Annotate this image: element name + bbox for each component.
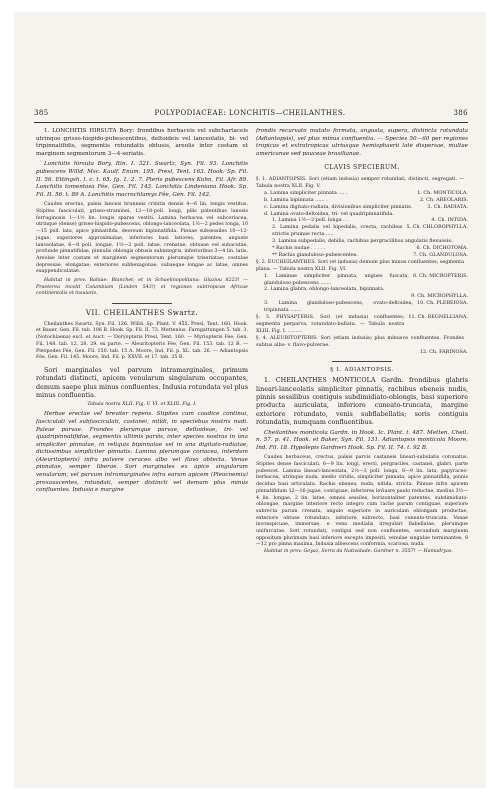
key-row [256, 335, 468, 349]
species-detail-right: Caudex herbaceus, crectus, paleis parvis castaneis lineari-subulatis coronatus. Stipites dense fasciculati, 6—9 lin. longi, erecti, pergraciles, castanei, glabri, parte pubescet. Lamina lineari-lanceolata, 2½—3 poll. longa, 8—9 lin. lata, papyraceo-herbacea, utrinque nuda, medio viridis, simpliciter pinnata, apice pinnatifida, pinnis decidua basi articulata. Rachis ebenea, nuda, nitida, stricta. Pinnae infra apicem pinnatifidum 12—16-jugae, contiguae, inferiores leviusre paulo reductae, medius 3½—4 lin. longae, 2 lin. latae, omnes sessiles, horizontaliter patentes, subdimidiato-oblongae, margine interiore recto integro cum rache parum contiguae, superiore subrecta parum crenata, angulo superiore in auriculam oblongam productae, exteriore obtuse rotundato, inferiore subrecto, basi cuneato-truncata. Venae inconspicuae, immersae, e vena medialis irregulari flabellatae, plerumque unifurcatae. Sori rotundati, contigui sed non confluentes, secundum marginem oppositum plurimum basi inferiore excepto impositi, venulae singulae terminantes, 8—12 pro pinna maxima. Indusia albescens conformia, scariosa, nuda. [256, 455, 468, 548]
key-row [256, 204, 468, 211]
key-text: d. Lamina ovato-deltoidea, tri- vel quadripinnatifida. [264, 210, 394, 217]
key-species: 3. Ch. RADIATA. [427, 203, 468, 210]
key-species [464, 259, 468, 273]
key-text: §. 3. PHYSAPTERIS. Sori (et indusia) confluentes; segmenta perparva, rotundato-bullata. — Tabula nostra XLIII. Fig. I. ......... [256, 314, 405, 334]
section-heading: § 1. ADIANTOPSIS. [330, 366, 394, 373]
genus-diagnosis: Sori marginales vel parvum intramarginales, primum rotundati distincti, apicem venularum singularum occupantes, demum saepe plus minus confluentes. Indusia rotundata vel plus minus confluentia. [36, 366, 248, 400]
genus-description: Herbae erectae vel breviter repens. Stipites cum caudice continui, fasciculati vel subfasciculati, castanei, nitidi, in speciebus nostris nudi. Paleae parvae. Frondes plerumque parvae, deltoideae, tri- vel quadripinnatifidae, segmentis ultimis parvis, inter species nostras in una simpliciter pinnatae, in reliquis bipinnatae vel in una digitato-radiatae, dictissimbus simpliciter pinnatis. Lamina plerumque coriacea, interdum (Aleuritopteris) infra pulvere ceraceo albo vel flavo obtecta. Venae pinnatae, semper liberae. Sori marginales ex apice singularum venularum, vel parvum intramarginales infra earum apicem (Pleocnemia) proxauscentes, rotundati, semper distincti vel demum plus minus confluentes. Indusia e margine [36, 411, 248, 494]
key-text: c. Lamina digitato-radiata, divisionibus simpliciter pinnatis. [264, 203, 413, 210]
key-text: ** Rachis glanduloso-pubescentes. [272, 251, 358, 258]
key-row [256, 197, 468, 204]
key-text: 1. Lamina 1½—2 poll. longa . . [272, 217, 348, 224]
key-text: §. 4. ALEURITOPTERIS. Sori (etiam indusia) plus minusve confluentes. Frondes subtus albo- v. flavo-pulverae. [256, 334, 464, 348]
page-header [14, 109, 486, 121]
key-row [256, 349, 468, 356]
species-diagnosis: 1. CHEILANTHES MONTICOLA Gardn. frondibus glabris lineari-lanceolatis simpliciter pinnatis, rachibus ebeneis nudis, pinnis sessilibus contiguis subdimidiato-oblongis, basi superiore producta auriculata, inferiore cuneato-truncata, margine exteriore rotundato, venis subflabellatis; soris contiguis rotundatis, numquam confluentibus. [256, 376, 468, 427]
key-species: 4. Ch. INTIDA. [431, 217, 468, 224]
page-number-left: 385 [34, 109, 49, 117]
key-row [256, 238, 468, 245]
key-row [256, 176, 468, 190]
key-row [256, 252, 468, 259]
genus-synonymy: Cheilanthes Swartz, Syn. Fil. 126. Willd. Sp. Plant. V. 455. Presl, Tent. 160. Hook. et Bauer, Gen. Fil. tab. 106 B. Hook. Sp. Fil. II. 73. Mettenius. Farngattungen 5. tab. 3. (Notochlaena) excl. et Auct. — Doryopteris Presl, Tent. 160. — Myriopteris Fée, Gen. Fil. 148. tab. 12. 28. 29. ex parte. — Aleuritopteris Fée, Gen. Fil. 153. tab. 12 B. — Pleopodes Fée, Gen. Fil. 150. tab. 15 A. Moore, Ind. Fil. p. XL. tab. 26. — Adiantopsis Fée, Gen. Fil. 145. Moore, Ind. Fil. p. XXVII. et 17. tab. 25 B. [36, 321, 248, 361]
key-species: 12. Ch. FARINOSA. [419, 348, 468, 355]
key-row [256, 217, 468, 224]
key-text: a. Lamina simpliciter pinnata .... . [264, 189, 348, 196]
habitat-note: Habitat in prov. Bahiae: Blanchet; et in Schaelinopolitana: Glaziou 8223! — Praeterea incolit Columbiam (Linden 543!) et regiones subtropicas Africae continentalis et insularis. [36, 278, 248, 297]
species-synonymy: Cheilanthes monticola Gardn. in Hook. Ic. Plant. t. 487. Metten. Cheil. n. 57. p. 41. Hook. et Baker, Syn. Fil. 131. Adiantopsis monticola Moore, Ind. Fil. 18. Hypolepis Gardneri Hook. Sp. Fil. II. 74. t. 92 B. [256, 429, 468, 451]
synonymy: Lonchitis hirsuta Bory, Itin. I. 321. Swartz, Syn. Fil. 93. Lonchitis pubescens Willd. Msc. Kaulf. Enum. 195. Presl, Tent. 163. Hook. Sp. Fil. II. 56. Ettingsh. l. c. t. 65. fg. 1. 2. 7. Pteris pubescens Kuhn, Fil. Afr. 89. Lonchitis tomentosa Fée, Gen. Fil. 143. Lonchitis Lindeniana Hook. Sp. Fil. II. 56. t. 89 A. Lonchitis macrochlamys Fée, Gen. Fil. 142. [36, 161, 248, 198]
running-title: POLYPODIACEAE: LONCHITIS—CHEILANTHES. [154, 109, 346, 117]
key-row [256, 286, 468, 293]
key-text: §. 1. ADIANTOPSIS. Sori (etiam indusia) semper rotundati, distincti, segregati. — Tabula nostra XLII. Fig. V. [256, 175, 464, 189]
page-number-right: 386 [453, 109, 468, 117]
key-species [464, 286, 468, 293]
key-text: §. 2. EUCHEILANTHES. Sori (et indusia) demum plus minus confluentes; segmenta plana. — Tabula nostra XLII. Fig. VI. [256, 258, 464, 272]
key-row [256, 245, 468, 252]
genus-heading: VII. CHEILANTHES Swartz. [85, 309, 199, 318]
key-heading: CLAVIS SPECIERUM. [324, 164, 400, 172]
key-species: 10. Ch. PLEBEIOSA. [417, 300, 468, 307]
habitat-note-right: Habitat in prov. Goyaz, Serra da Natividade: Gardner n. 3557! — Hamadryas. [264, 549, 453, 555]
book-page [14, 12, 486, 788]
header-rule [34, 122, 468, 123]
plate-reference: Tabula nostra XLII. Fig. V. VI. et XLIII. Fig. I. [87, 401, 197, 407]
key-text: 1. Laminae simpliciter pinnata, ungues fuscata, glanduloso-pubescens ....... [264, 272, 409, 286]
species-detail: Caudex erectus, paleis lanceis brunneis crinitis densis 4—6 lin. longis vestitus. Stipites fasciculati, griseo-straminei, 12—18-poll. longi, pilis patentibus lanosis ferruginosis 1—1½ lin. longis sparse vestiti. Lamina herbacea vel subcoriacea, utrinque (dense) griseo-hispido-pubescens, oblongo-lanceolata, 1½—2 pedes longa, 10—15 poll. lata, apice pinnatifida, deorsum bipinnatifida. Pinnae subsessiles 10—12-jugae, superiores approximatae, inferiores basi latiores, patentes, anguste lanceolatae, 6—8 poll. longae, 1½—2 poll. latae, crenatae, obtusae vel subacutae, profunde pinnatifidae, pinnulis oblongis obtusis subintegris, inferioribus 3—4 lin. latis. Areolae inter costam et marginem segmentorum plerumque triseriatae; costulae depressae, elongatae; exteriores subhexagonae, subaeque longae ac latae, omnes exappendiculatae. [36, 202, 248, 275]
key-species: 7. Ch. GLANDULOSA. [413, 251, 468, 258]
key-species: 8. Ch. MICROPTERIS. [412, 272, 468, 279]
species-key [256, 176, 468, 356]
genus-description-cont: frondis recurvato mutato formata, angusta, supera, distincta rotundata (Adiantopsis), vel plus minus confluentia. — Species 50—60 per regiones tropicas et extratropicas utriusque hemisphaerii late dispersae, multae americanae sed pauceae brasilianae. [256, 128, 468, 157]
key-row [256, 224, 468, 238]
key-text: 2. Lamina pedalis vel bipedalis, crecta, rachibus strictis pruinae recta ..... [272, 224, 403, 238]
key-row [256, 190, 468, 197]
key-species: 9. Ch. MICROPHYLLA. [411, 293, 468, 300]
right-column [256, 128, 468, 556]
section-divider [112, 303, 172, 304]
key-text [264, 293, 407, 300]
key-divider [332, 361, 392, 362]
key-species: 2. Ch. AREOLARIS. [419, 196, 468, 203]
key-species [464, 211, 468, 218]
key-species: 5. Ch. CHLOROPHYLLA. [406, 224, 468, 231]
key-text: 3. Lamina glanduloso-pubescens, ovato-deltoidea, tripinnata ....... [264, 300, 414, 314]
key-species [464, 238, 468, 245]
key-text: * Rachis nudae . . . . . [272, 245, 326, 252]
key-row [256, 273, 468, 287]
key-row [256, 259, 468, 273]
key-row [256, 314, 468, 335]
key-species: 11. Ch. REGNELLIANA. [408, 314, 468, 321]
key-text: 2. Lamina glabra, oblongo-lanceolata, bipinnata. [264, 286, 385, 293]
species-description: 1. LONCHITIS HIRSUTA Bory: frondibus herbaceis vel subchartaceis utrinque grisso-hispido-pubescentibus, deltoideis vel lanceolatis, bi- vel tripinnatifidis, segmentis rotundatis obtusis, areolis inter costam et marginem segmentorum 3—4-seriatis. [36, 128, 248, 157]
key-text: b. Lamina bipinnata ...... . [264, 196, 328, 203]
key-species [464, 335, 468, 349]
key-text: 3. Lamina subpedalis, debilis, rachibus pergracilibus angulatis flexuosis. [272, 238, 453, 245]
key-row [256, 300, 468, 314]
key-species: 1. Ch. MONTICOLA. [417, 189, 468, 196]
key-row [256, 293, 468, 300]
key-species: 6. Ch. DICHOTOMA. [416, 245, 468, 252]
key-species [464, 176, 468, 190]
left-column [36, 128, 248, 495]
key-text [264, 349, 416, 356]
